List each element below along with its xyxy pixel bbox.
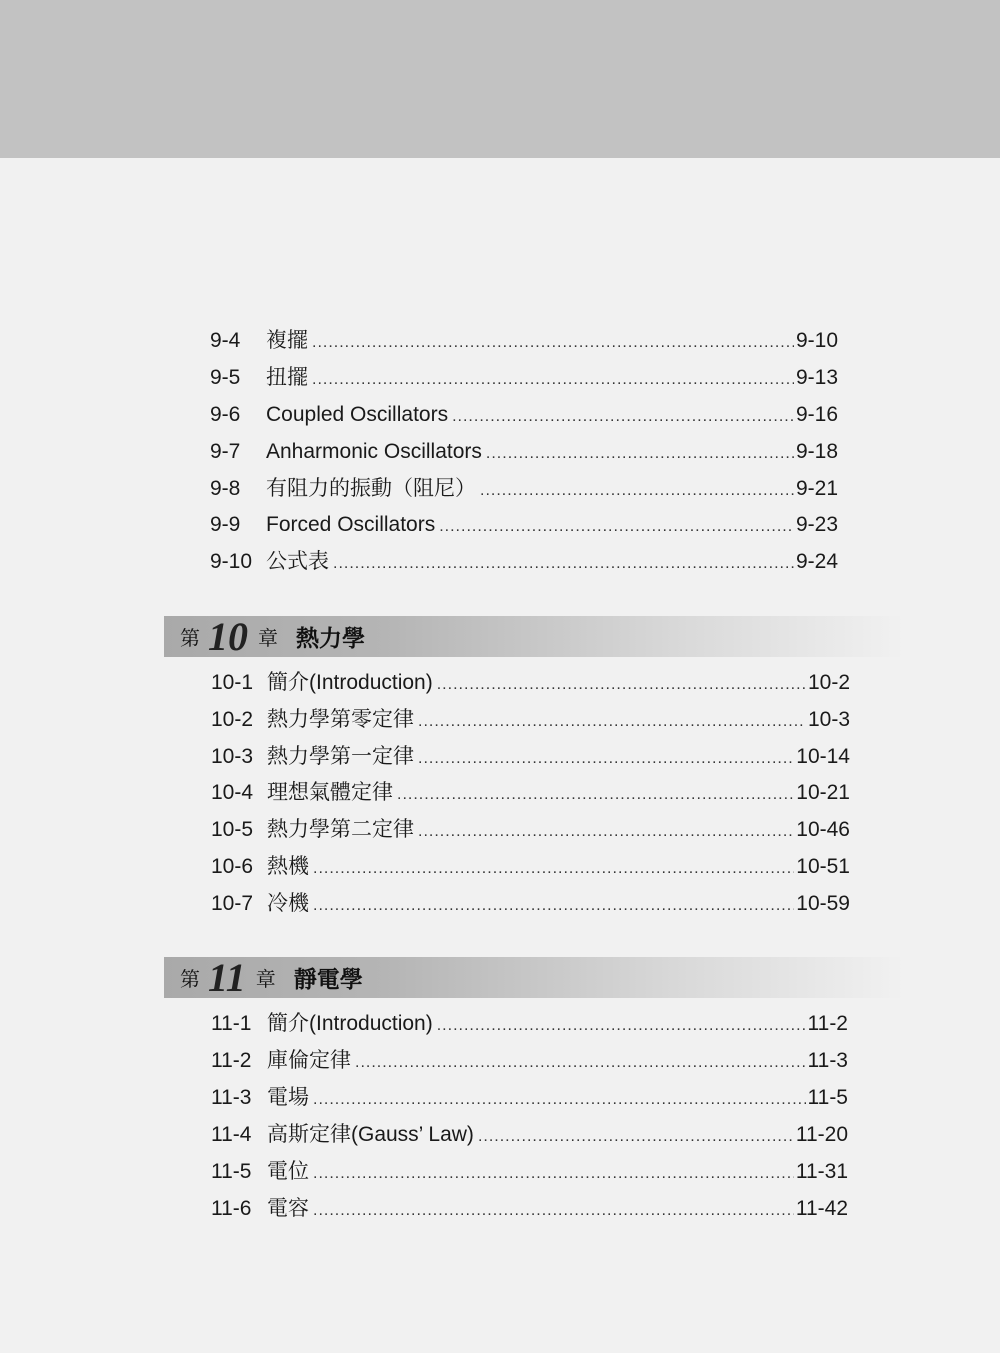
- dot-leader: [486, 439, 794, 469]
- dot-leader: [313, 1196, 794, 1226]
- entry-title: 理想氣體定律: [267, 781, 393, 804]
- toc-entry-9-5[interactable]: [210, 363, 838, 393]
- entry-title: 複擺: [266, 329, 308, 352]
- entry-number: 9-10: [210, 550, 253, 573]
- entry-number: 11-6: [211, 1197, 252, 1220]
- toc-entry-10-5[interactable]: [211, 815, 850, 845]
- entry-page: 11-20: [795, 1123, 848, 1146]
- entry-title: 高斯定律(Gauss’ Law): [267, 1123, 474, 1146]
- entry-page: 11-2: [807, 1012, 848, 1035]
- toc-entry-11-1[interactable]: [211, 1009, 848, 1039]
- entry-title: 熱力學第零定律: [267, 708, 414, 731]
- entry-page: 9-21: [795, 477, 838, 500]
- dot-leader: [437, 670, 806, 700]
- entry-number: 11-1: [211, 1012, 252, 1035]
- entry-title: 電容: [267, 1197, 309, 1220]
- chapter-prefix: 第: [180, 628, 200, 650]
- toc-entry-11-6[interactable]: [211, 1194, 848, 1224]
- toc-entry-9-6[interactable]: [210, 400, 838, 430]
- entry-page: 9-18: [795, 440, 838, 463]
- dot-leader: [480, 476, 794, 506]
- entry-page: 9-16: [795, 403, 838, 426]
- entry-title: 庫倫定律: [267, 1049, 351, 1072]
- dot-leader: [313, 854, 794, 884]
- entry-title: 熱機: [267, 855, 309, 878]
- entry-page: 9-23: [795, 513, 838, 536]
- entry-page: 11-3: [807, 1049, 848, 1072]
- dot-leader: [313, 1159, 794, 1189]
- entry-number: 9-7: [210, 440, 241, 463]
- dot-leader: [452, 402, 794, 432]
- entry-number: 10-7: [211, 892, 254, 915]
- entry-number: 11-2: [211, 1049, 252, 1072]
- dot-leader: [312, 328, 794, 358]
- toc-entry-11-3[interactable]: [211, 1083, 848, 1113]
- entry-title: 簡介(Introduction): [267, 671, 433, 694]
- entry-title: 簡介(Introduction): [267, 1012, 433, 1035]
- entry-title: Forced Oscillators: [266, 513, 436, 536]
- entry-page: 9-24: [795, 550, 838, 573]
- entry-title: 扭擺: [266, 366, 308, 389]
- entry-number: 9-4: [210, 329, 241, 352]
- entry-number: 10-1: [211, 671, 254, 694]
- chapter-10-header: [164, 616, 904, 657]
- entry-page: 10-59: [796, 892, 850, 915]
- entry-number: 10-4: [211, 781, 254, 804]
- dot-leader: [437, 1011, 806, 1041]
- dot-leader: [478, 1122, 794, 1152]
- entry-page: 10-14: [796, 745, 850, 768]
- chapter-number: 10: [208, 614, 248, 659]
- toc-entry-10-3[interactable]: [211, 742, 850, 772]
- entry-title: 電場: [267, 1086, 309, 1109]
- entry-title: 有阻力的振動（阻尼）: [266, 477, 476, 500]
- entry-number: 10-2: [211, 708, 254, 731]
- entry-number: 10-6: [211, 855, 254, 878]
- toc-entry-10-4[interactable]: [211, 778, 850, 808]
- entry-page: 11-5: [807, 1086, 848, 1109]
- entry-number: 9-6: [210, 403, 241, 426]
- entry-page: 9-13: [795, 366, 838, 389]
- toc-entry-9-4[interactable]: [210, 326, 838, 356]
- entry-page: 10-46: [796, 818, 850, 841]
- chapter-title: 熱力學: [296, 625, 365, 651]
- dot-leader: [313, 1085, 806, 1115]
- entry-title: Anharmonic Oscillators: [266, 440, 482, 463]
- chapter-suffix: 章: [255, 969, 276, 991]
- toc-entry-9-9[interactable]: [210, 510, 838, 540]
- chapter-prefix: 第: [180, 969, 200, 991]
- entry-page: 10-21: [796, 781, 850, 804]
- dot-leader: [355, 1048, 806, 1078]
- entry-number: 10-5: [211, 818, 254, 841]
- toc-entry-10-1[interactable]: [211, 668, 850, 698]
- toc-entry-9-7[interactable]: [210, 437, 838, 467]
- chapter-number: 11: [208, 955, 246, 1000]
- toc-entry-11-5[interactable]: [211, 1157, 848, 1187]
- entry-page: 10-51: [796, 855, 850, 878]
- toc-entry-11-2[interactable]: [211, 1046, 848, 1076]
- header-band: [0, 0, 1000, 158]
- toc-entry-10-7[interactable]: [211, 889, 850, 919]
- entry-page: 10-2: [807, 671, 850, 694]
- entry-number: 11-5: [211, 1160, 252, 1183]
- entry-number: 11-3: [211, 1086, 252, 1109]
- chapter-11-header: [164, 957, 904, 998]
- entry-title: Coupled Oscillators: [266, 403, 449, 426]
- entry-title: 電位: [267, 1160, 309, 1183]
- entry-title: 熱力學第二定律: [267, 818, 414, 841]
- chapter-suffix: 章: [258, 628, 278, 650]
- toc-entry-10-6[interactable]: [211, 852, 850, 882]
- dot-leader: [418, 817, 794, 847]
- entry-page: 9-10: [795, 329, 838, 352]
- dot-leader: [439, 512, 794, 542]
- entry-number: 9-9: [210, 513, 241, 536]
- dot-leader: [397, 780, 794, 810]
- toc-entry-10-2[interactable]: [211, 705, 850, 735]
- toc-entry-9-8[interactable]: [210, 474, 838, 504]
- toc-entry-9-10[interactable]: [210, 547, 838, 577]
- entry-title: 熱力學第一定律: [267, 745, 414, 768]
- entry-number: 9-8: [210, 477, 241, 500]
- entry-page: 10-3: [807, 708, 850, 731]
- dot-leader: [418, 707, 806, 737]
- dot-leader: [312, 365, 794, 395]
- entry-number: 9-5: [210, 366, 241, 389]
- entry-number: 10-3: [211, 745, 254, 768]
- dot-leader: [418, 744, 794, 774]
- dot-leader: [333, 549, 794, 579]
- entry-page: 11-42: [795, 1197, 848, 1220]
- entry-title: 公式表: [266, 550, 329, 573]
- chapter-title: 靜電學: [293, 966, 363, 992]
- dot-leader: [313, 891, 794, 921]
- entry-number: 11-4: [211, 1123, 252, 1146]
- toc-entry-11-4[interactable]: [211, 1120, 848, 1150]
- entry-page: 11-31: [795, 1160, 848, 1183]
- entry-title: 冷機: [267, 892, 309, 915]
